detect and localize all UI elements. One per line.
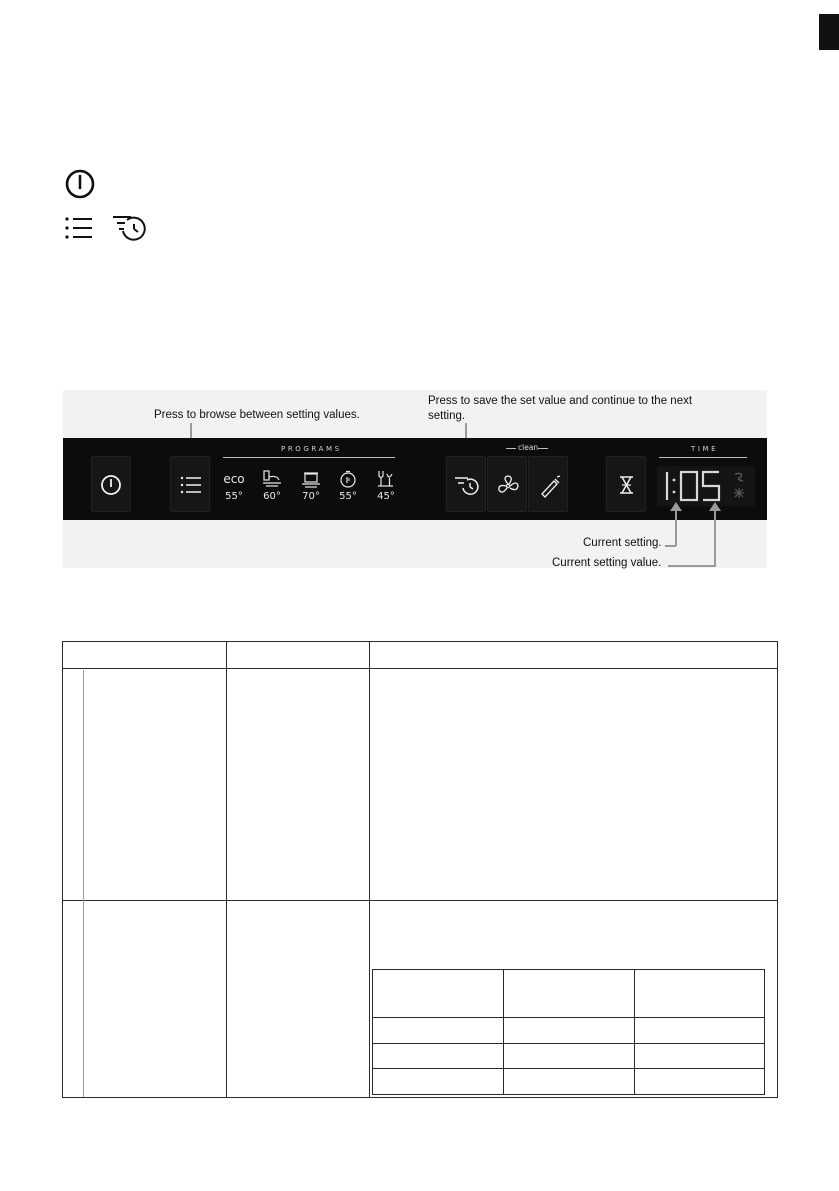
list-icon: [171, 457, 211, 513]
timer-1h-icon: [337, 470, 359, 488]
page-tab-marker: [819, 14, 839, 50]
table-row-divider: [373, 1017, 764, 1018]
callout-line-value-v: [714, 508, 716, 566]
time-rule: [659, 457, 747, 458]
table-column-divider: [634, 970, 635, 1094]
control-panel: [63, 438, 767, 520]
program-glass-plate[interactable]: [255, 470, 289, 502]
delay-start-icon: [111, 213, 147, 241]
program-temp: 55°: [339, 491, 357, 502]
program-wine[interactable]: [369, 470, 403, 502]
table-column-divider: [503, 970, 504, 1094]
callout-line-value-h: [668, 565, 716, 567]
programs-label: PROGRAMS: [281, 445, 342, 453]
clean-bracket-right: [538, 448, 548, 449]
time-label: TIME: [691, 445, 719, 453]
table-header-divider: [63, 668, 777, 669]
control-panel-figure: [63, 390, 767, 568]
program-1h[interactable]: [331, 470, 365, 502]
callout-browse: Press to browse between setting values.: [154, 409, 360, 421]
power-icon: [64, 168, 96, 200]
programs-rule: [223, 457, 395, 458]
table-column-divider: [369, 642, 370, 1097]
hourglass-button[interactable]: [606, 456, 646, 512]
fan-icon: [488, 457, 528, 513]
callout-arrowhead-setting: [670, 502, 682, 511]
table-column-divider: [226, 642, 227, 1097]
fan-button[interactable]: [487, 456, 527, 512]
program-temp: 60°: [263, 491, 281, 502]
pot-icon: [300, 470, 322, 488]
program-temp: 55°: [225, 491, 243, 502]
callout-arrowhead-value: [709, 502, 721, 511]
time-display: [657, 466, 755, 506]
nested-table: [372, 969, 765, 1095]
callout-current-setting: Current setting.: [583, 537, 662, 549]
hourglass-icon: [607, 457, 647, 513]
rinse-aid-button[interactable]: [528, 456, 568, 512]
power-button[interactable]: [91, 456, 131, 512]
eco-label: eco: [223, 472, 245, 486]
wine-glasses-icon: [375, 470, 397, 488]
clean-label: clean: [518, 443, 539, 452]
delay-start-icon: [447, 457, 487, 513]
program-temp: 70°: [302, 491, 320, 502]
callout-line-setting-v: [675, 508, 677, 546]
bottle-icon: [529, 457, 569, 513]
table-row-divider: [373, 1068, 764, 1069]
seven-segment-digits: [657, 466, 755, 506]
power-icon: [92, 457, 132, 513]
program-eco[interactable]: [217, 470, 251, 502]
table-row-divider: [373, 1043, 764, 1044]
table-row-marker-line: [83, 670, 84, 1097]
callout-line-setting-h: [665, 545, 676, 547]
callout-save-line2: setting.: [428, 410, 466, 422]
table-row-divider: [63, 900, 777, 901]
clean-bracket-left: [506, 448, 516, 449]
callout-save-line1: Press to save the set value and continue to the next: [428, 395, 693, 407]
program-select-button[interactable]: [170, 456, 210, 512]
program-temp: 45°: [377, 491, 395, 502]
delay-start-button[interactable]: [446, 456, 486, 512]
glass-plate-icon: [261, 470, 283, 488]
program-pot[interactable]: [294, 470, 328, 502]
list-icon: [64, 215, 96, 241]
callout-current-value: Current setting value.: [552, 557, 662, 569]
